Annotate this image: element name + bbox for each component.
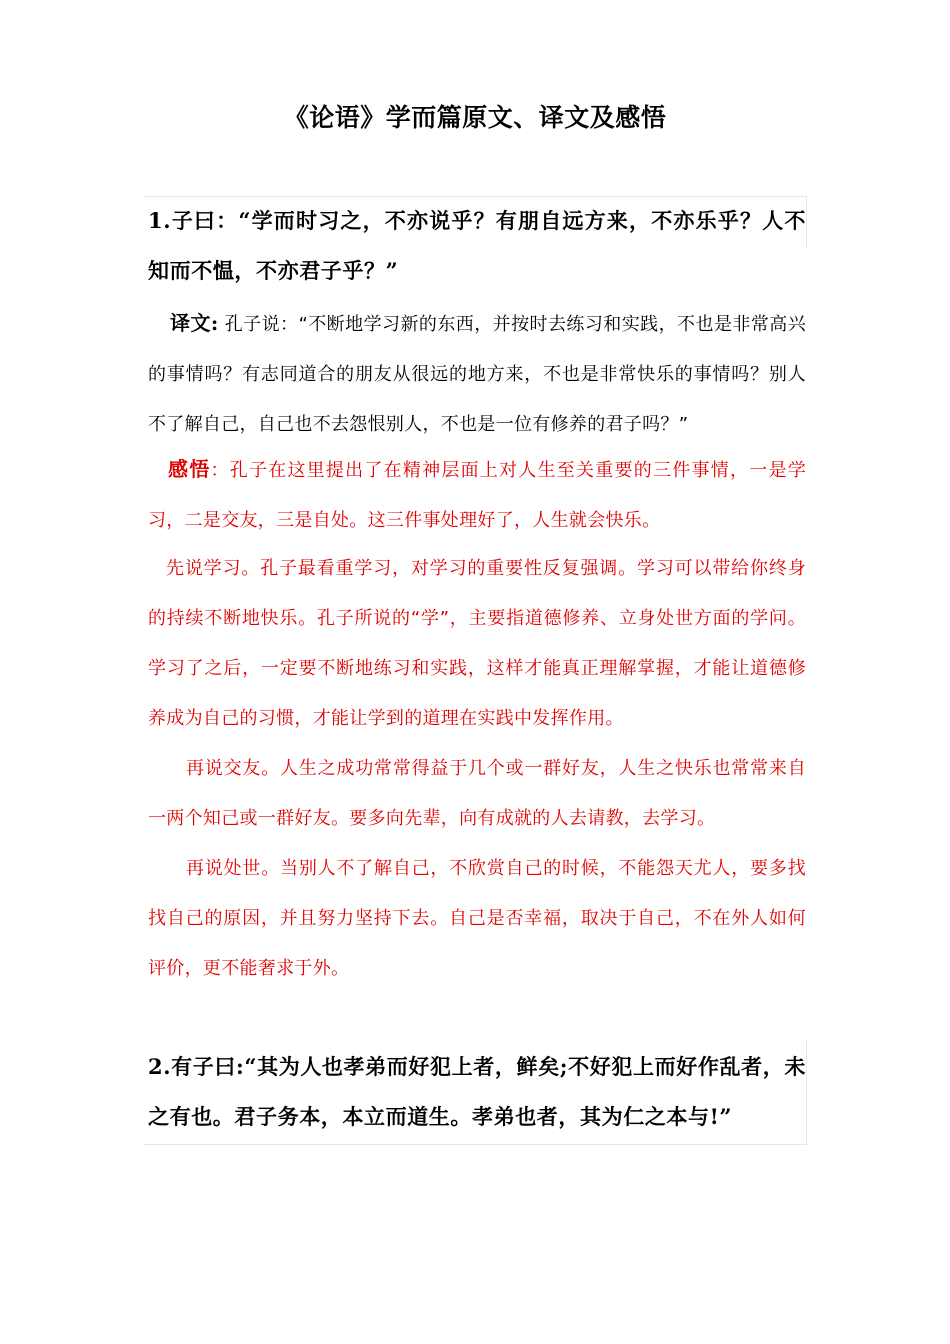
section-2-original [148, 1042, 806, 1142]
insight-paragraph-friends: 再说交友。人生之成功常常得益于几个或一群好友，人生之快乐也常常来自一两个知己或一群好友。要多向先辈，向有成就的人去请教，去学习。 [148, 758, 806, 829]
insight-paragraph-conduct: 再说处世。当别人不了解自己，不欣赏自己的时候，不能怨天尤人，要多找找自己的原因，并且努力坚持下去。自己是否幸福，取决于自己，不在外人如何评价，更不能奢求于外。 [148, 858, 806, 979]
section-1-original-text: 1.子曰：“学而时习之，不亦说乎？有朋自远方来，不亦乐乎？人不知而不愠，不亦君子乎？” [148, 208, 806, 283]
section-1-insight [148, 444, 806, 546]
section-1-translation [148, 298, 806, 450]
insight-paragraph-study: 先说学习。孔子最看重学习，对学习的重要性反复强调。学习可以带给你终身的持续不断地快乐。孔子所说的“学”，主要指道德修养、立身处世方面的学问。学习了之后，一定要不断地练习和实践，这样才能真正理解掌握，才能让道德修养成为自己的习惯，才能让学到的道理在实践中发挥作用。 [148, 558, 806, 729]
translation-text: 孔子说：“不断地学习新的东西，并按时去练习和实践，不也是非常高兴的事情吗？有志同道合的朋友从很远的地方来，不也是非常快乐的事情吗？别人不了解自己，自己也不去怨恨别人，不也是一位有修养的君子吗？” [148, 314, 806, 435]
section-1-original [148, 196, 806, 296]
insight-label: 感悟 [168, 457, 211, 481]
section-2-original-text: 2.有子曰:“其为人也孝弟而好犯上者，鲜矣;不好犯上而好作乱者，未之有也。君子务本，本立而道生。孝弟也者，其为仁之本与!” [148, 1054, 806, 1129]
insight-paragraph: ：孔子在这里提出了在精神层面上对人生至关重要的三件事情，一是学习，二是交友，三是自处。这三件事处理好了，人生就会快乐。 [148, 460, 806, 531]
translation-label: 译文: [170, 311, 219, 335]
page-title: 《论语》学而篇原文、译文及感悟 [283, 103, 667, 132]
